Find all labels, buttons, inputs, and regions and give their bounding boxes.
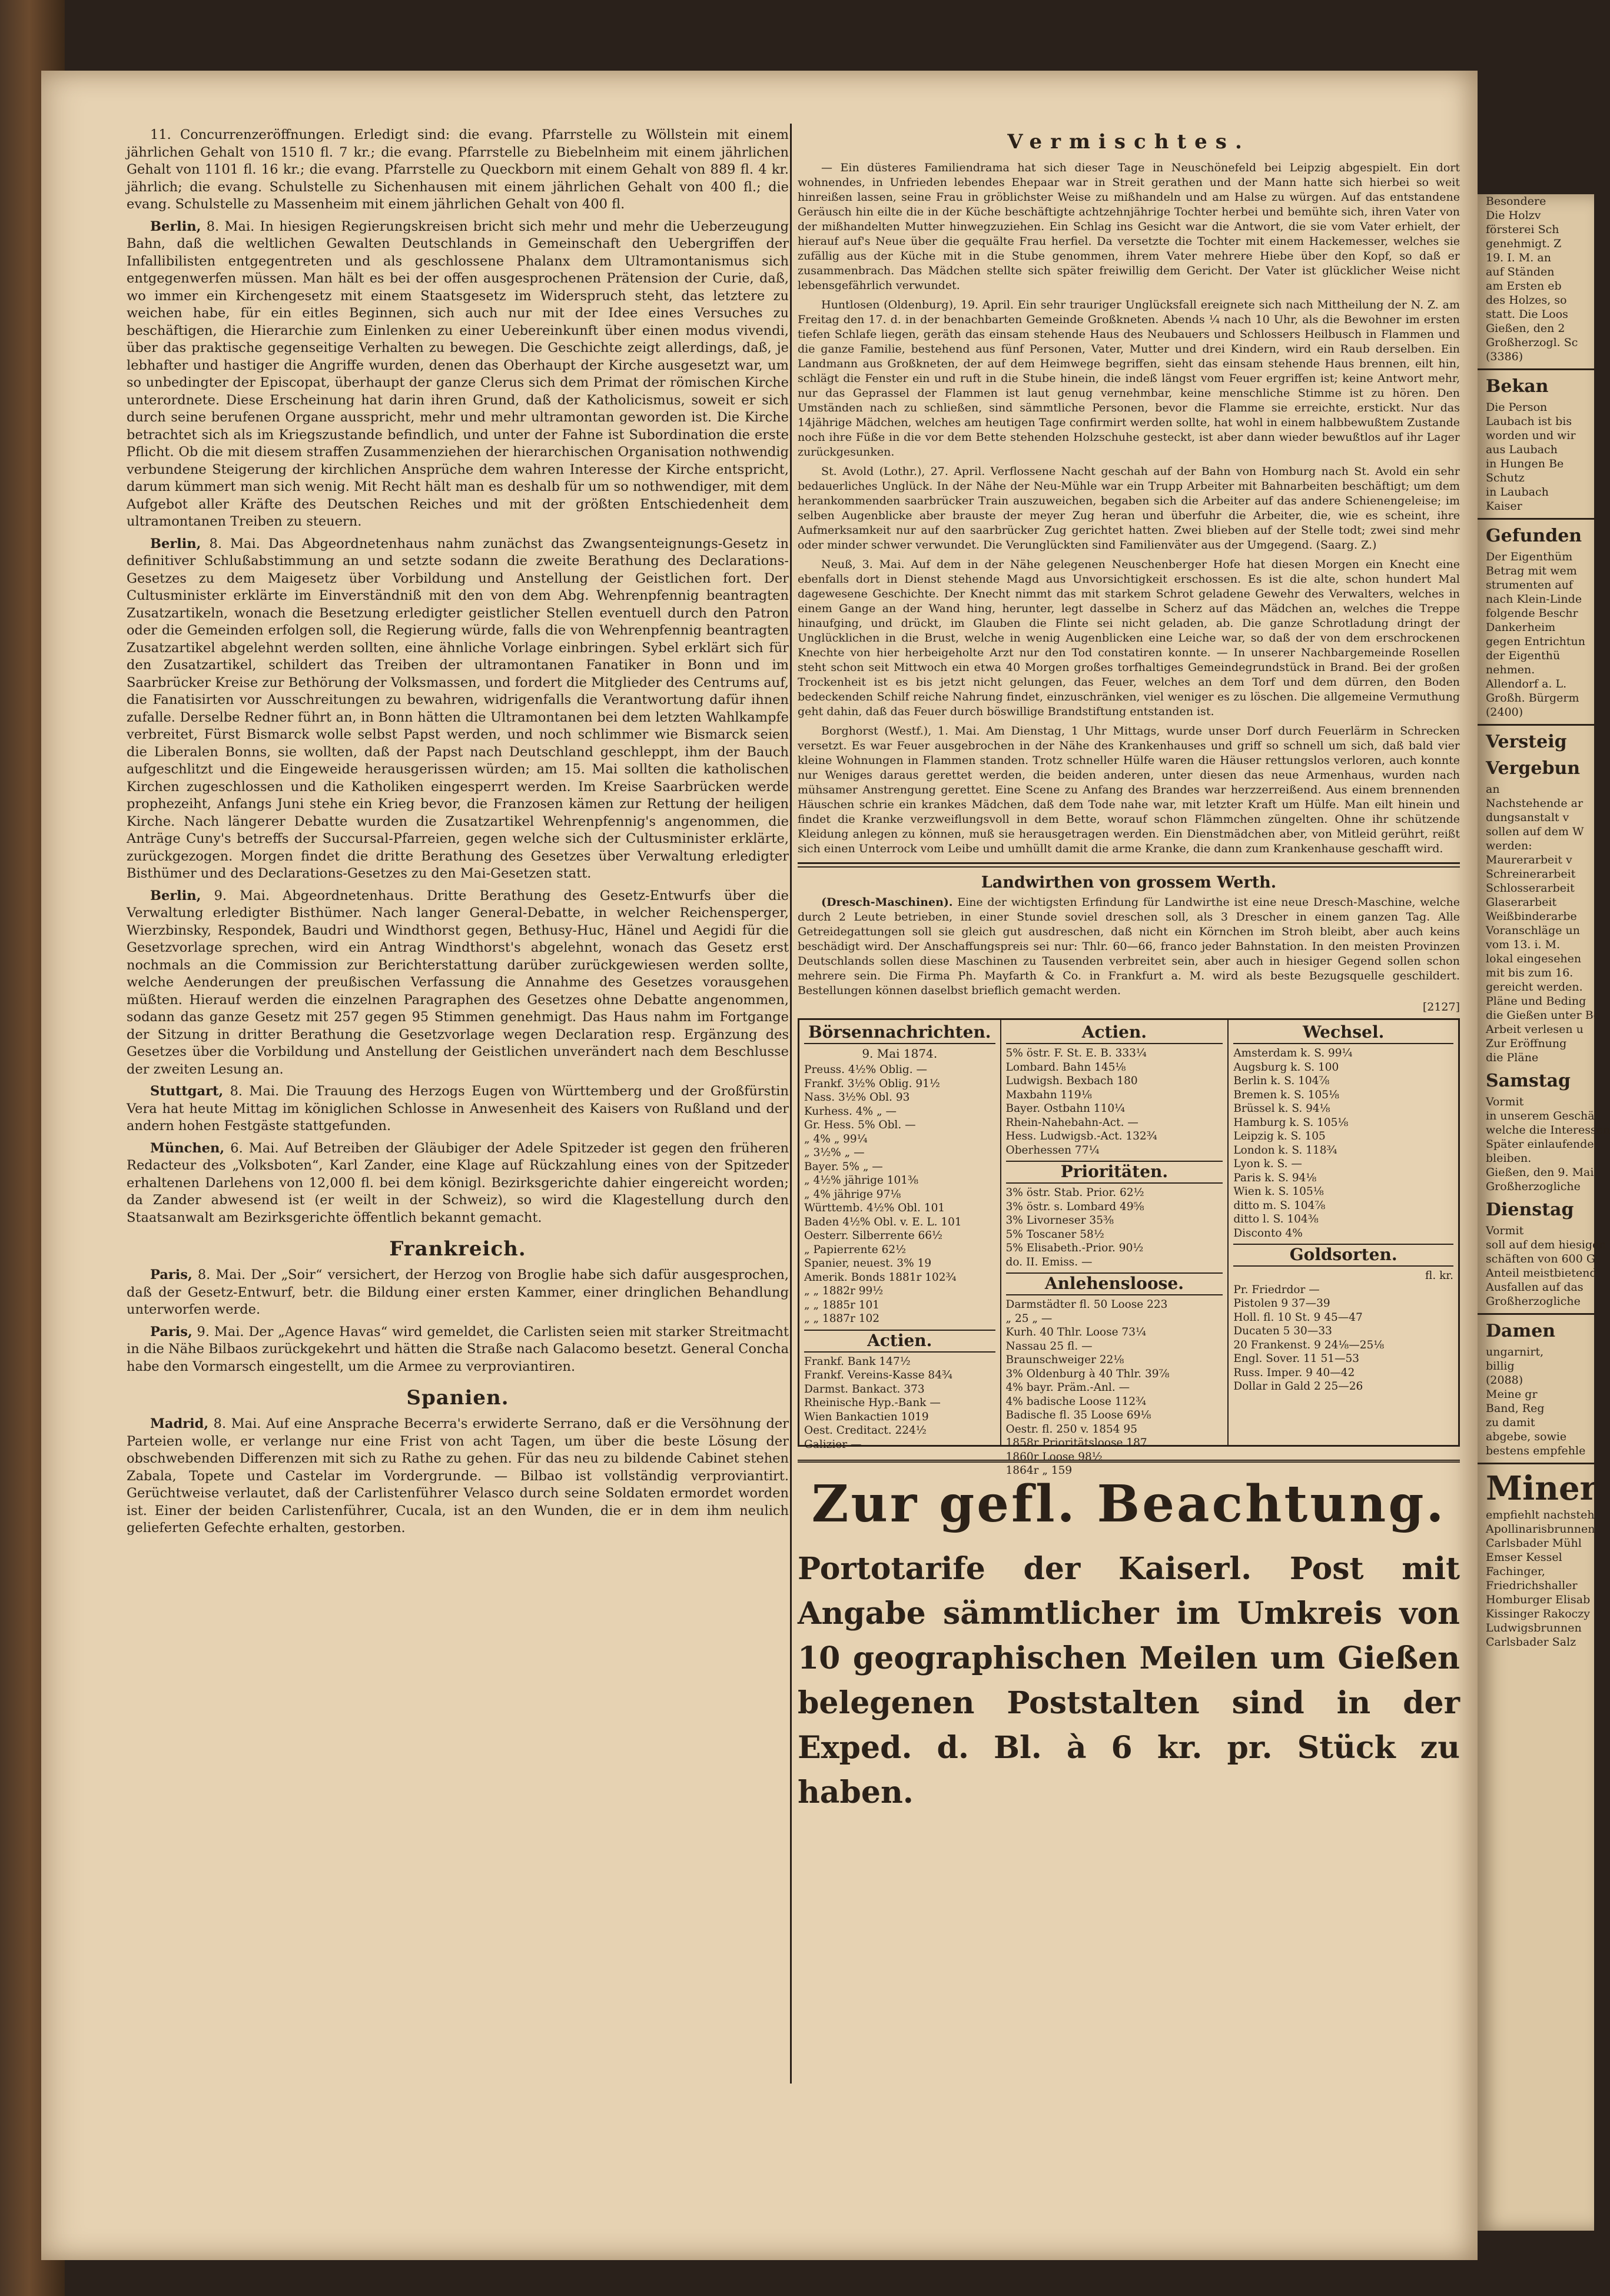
market-row: 1864r „ 159: [1005, 1464, 1073, 1477]
section-heading-frankreich: Frankreich.: [389, 1237, 526, 1261]
market-row: Rhein-Nahebahn-Act. —: [1005, 1116, 1138, 1129]
adjacent-line: Die Person: [1486, 401, 1548, 414]
market-row: Oesterr. Silberrente 66½: [804, 1230, 942, 1242]
adjacent-heading: Dienstag: [1486, 1199, 1574, 1220]
dateline: Madrid,: [150, 1416, 209, 1431]
market-row: Holl. fl. 10 St. 9 45—47: [1233, 1311, 1363, 1324]
market-rows: [1006, 1046, 1223, 1157]
market-row: 1860r Loose 98½: [1005, 1450, 1103, 1463]
adjacent-line: in Laubach: [1486, 486, 1549, 499]
advertisement-body: Eine der wichtigsten Erfindung für Landwirthe ist eine neue Dresch-Maschine, welche durch 2 Leute betrieben, in einer Stunde soviel dreschen soll, als 3 Drescher in einem ganzen Tag. Alle Getreidegattungen soll sie gleich gut ausdreschen, daß nicht ein Körnchen im Stroh bleibt, aber auch keins beschädigt wird. Der Anschaffungspreis sei nur: Thlr. 60—66, franco jeder Bahnstation. In den meisten Provinzen Deutschlands sollen diese Maschinen zu Tausenden verbreitet sein, aber auch in hiesiger Gegend sollen schon mehrere sein. Die Firma Ph. Mayfarth & Co. in Frankfurt a. M. wird als beste Bezugsquelle geschildert. Bestellungen können daselbst brieflich gemacht werden.: [798, 896, 1460, 997]
article-huntlosen: Huntlosen (Oldenburg), 19. April. Ein sehr trauriger Unglücksfall ereignete sich nach Mittheilung der N. Z. am Freitag den 17. d. in der benachbarten Gemeinde Großkneten. Abends ¼ nach 10 Uhr, als die Bewohner im ersten tiefen Schlafe liegen, geräth das einsam stehende Haus des Neubauers und Schlossers Heilbusch in Flammen und die ganze Familie, bestehend aus fünf Personen, Vater, Mutter und drei Kindern, wird ein Raub derselben. Ein Landmann aus Großkneten, der auf dem Heimwege begriffen, sieht das einsam stehende Haus brennen, eilt hin, schlägt die Fenster ein und ruft in die Stube hinein, die indeß längst vom Feuer ergriffen ist; keine Antwort mehr, nur das Geprassel der Flammen ist laut genug vernehmbar, keine menschliche Stimme ist zu hören. Den Umständen nach zu schließen, sind sämmtliche Personen, bevor die Flamme sie erreichte, erstickt. Nur das 14jährige Mädchen, welches am heutigen Tage confirmirt werden sollte, hat wohl in einem halbbewußtem Zustande noch ihre Füße in die vor dem Bette stehenden Holzschuhe gesteckt, ist aber dann wieder bewußtlos auf ihr Lager zurückgesunken.: [798, 298, 1460, 458]
market-rows: [1233, 1283, 1453, 1394]
adjacent-line: Besondere: [1486, 195, 1546, 208]
adjacent-big-heading: Miner: [1486, 1469, 1598, 1508]
adjacent-line: Vormit: [1486, 1095, 1524, 1108]
adjacent-line: genehmigt. Z: [1486, 237, 1562, 250]
adjacent-heading: Vergebun: [1486, 758, 1581, 779]
market-row: „ 4½% jährige 101⅜: [804, 1174, 918, 1187]
market-row: Kurhess. 4% „ —: [804, 1105, 897, 1118]
market-row: 3% Oldenburg à 40 Thlr. 39⅞: [1005, 1367, 1170, 1380]
market-row: 1858r Prioritätsloose 187: [1005, 1437, 1147, 1449]
adjacent-line: (2088): [1486, 1374, 1523, 1387]
adjacent-line: zu damit: [1486, 1416, 1535, 1429]
market-row: do. II. Emiss. —: [1005, 1255, 1093, 1268]
article-muenchen: [127, 1140, 789, 1227]
article-berlin-3: [127, 888, 789, 1079]
adjacent-line: Maurerarbeit v: [1486, 853, 1572, 866]
market-rows: [804, 1063, 995, 1326]
adjacent-line: billig: [1486, 1360, 1515, 1373]
market-row: Lyon k. S. —: [1233, 1158, 1302, 1170]
right-column: [798, 127, 1460, 1815]
market-row: London k. S. 118¾: [1233, 1144, 1337, 1157]
market-row: Bremen k. S. 105⅛: [1233, 1088, 1339, 1101]
article-berlin-1: [127, 218, 789, 531]
market-row: 5% östr. F. St. E. B. 333¼: [1005, 1047, 1147, 1059]
adjacent-heading: Damen: [1486, 1321, 1556, 1341]
advertisement-title: Landwirthen von grossem Werth.: [981, 873, 1277, 892]
market-row: „ „ 1887r 102: [804, 1313, 880, 1325]
notice-box: [798, 1460, 1460, 1815]
market-row: Wien k. S. 105⅛: [1233, 1185, 1324, 1198]
adjacent-page-lines: [1478, 550, 1594, 719]
market-row: Paris k. S. 94⅛: [1233, 1171, 1317, 1184]
article-paris-2: [127, 1324, 789, 1376]
market-row: „ „ 1882r 99½: [804, 1285, 884, 1297]
adjacent-line: Friedrichshaller: [1486, 1579, 1578, 1592]
market-row: 3% östr. s. Lombard 49⅝: [1005, 1200, 1144, 1213]
market-row: Hamburg k. S. 105⅛: [1233, 1116, 1349, 1129]
article-text: 8. Mai. Auf eine Ansprache Becerra's erwiderte Serrano, daß er die Versöhnung der Parteien wolle, er verlange nur eine Frist von acht Tagen, um über die beste Lösung der obschwebenden Differenzen mit sich zu Rathe zu gehen. Für das neu zu bildende Cabinet stehen Zabala, Topete und Castelar im Vordergrunde. — Bilbao ist vollständig verproviantirt. Gerüchtweise verlautet, daß der Carlistenführer Velasco durch seine Soldaten ermordet worden ist. Einer der beiden Carlistenführer, Cucala, ist an den Wunden, die er in dem ihm neulich gelieferten Gefechte erhalten, gestorben.: [127, 1416, 789, 1536]
article-text: 8. Mai. Die Trauung des Herzogs Eugen von Württemberg und der Großfürstin Vera hat heute Mittag im königlichen Schlosse in Anwesenheit des Kaisers von Rußland und der andern hohen Festgäste stattgefunden.: [127, 1084, 789, 1134]
market-row: „ 3½% „ —: [804, 1147, 865, 1159]
article-text: 9. Mai. Der „Agence Havas“ wird gemeldet, die Carlisten seien mit starker Streitmacht in die Nähe Bilbaos zurückgekehrt und hätten die Straße nach Galacomo besetzt. General Concha habe den Vormarsch eingestellt, um die Armee zu verproviantiren.: [127, 1324, 789, 1374]
market-row: „ 25 „ —: [1005, 1312, 1053, 1325]
adjacent-line: aus Laubach: [1486, 443, 1558, 456]
section-heading-spanien: Spanien.: [406, 1386, 509, 1410]
adjacent-line: worden und wir: [1486, 429, 1576, 442]
adjacent-rule: [1478, 1463, 1594, 1464]
advertisement-lead: (Dresch-Maschinen).: [821, 896, 953, 909]
market-row: Pistolen 9 37—39: [1233, 1297, 1330, 1310]
article-borghorst: Borghorst (Westf.), 1. Mai. Am Dienstag, 1 Uhr Mittags, wurde unser Dorf durch Feuerlärm in Schrecken versetzt. Es war Feuer ausgebrochen in der Nähe des Krankenhauses und griff so schnell um sich, daß bald vier kleine Wohnungen in Flammen standen. Trotz schneller Hülfe waren die Häuser rettungslos verloren, auch konnte nur Weniges daraus gerettet werden, die beiden anderen, unter diesen das neue Armenhaus, wurden nach mühsamer Anstrengung gerettet. Eine Scene zu Anfang des Brandes war herzzerreißend. Aus einem brennenden Häuschen schrie ein krankes Mädchen, daß dem Tode nahe war, mit letzter Kraft um Hülfe. Man eilt hinein und findet die Kranke verzweiflungsvoll in dem Bette, worauf schon Flämmchen züngelten. Ohne ihr schützende Kleidung anlegen zu können, muß sie herausgetragen werden. Ein Dienstmädchen aber, von Mitleid gerührt, reißt sich einen Unterrock vom Leibe und umhüllt damit die arme Kranke, die dann zum Krankenhause geschafft wird.: [798, 725, 1460, 855]
adjacent-line: Carlsbader Mühl: [1486, 1537, 1582, 1550]
adjacent-line: Dankerheim: [1486, 621, 1556, 634]
adjacent-line: Vormit: [1486, 1224, 1524, 1237]
adjacent-line: Glaserarbeit: [1486, 896, 1557, 909]
adjacent-line: strumenten auf: [1486, 579, 1573, 592]
article-text: 9. Mai. Abgeordnetenhaus. Dritte Berathung des Gesetz-Entwurfs über die Verwaltung erledigter Bisthümer. Nach langer General-Debatte, in welcher Reichensperger, Wierzbinsky, Respondek, Baudri und Windthorst gegen, Bethusy-Huc, Hänel und Aegidi für die Gesetzvorlage sprechen, wird ein Antrag Windthorst's abgelehnt, wonach das Gesetz erst nochmals an die Commission zur Berichterstattung darüber zurückgewiesen werden sollte, welche Aenderungen der preußischen Verfassung die Annahme des Gesetzes vorausgehen müßten. Hierauf werden die einzelnen Paragraphen des Gesetzes ohne Debatte angenommen, sodann das ganze Gesetz mit 257 gegen 95 Stimmen genehmigt. Das Haus nahm im Fortgange der Sitzung in dritter Berathung die Gesetzvorlage wegen Declaration resp. Ergänzung des Gesetzes über die Vorbildung und Anstellung der Geistlichen unverändert nach dem Beschlusse der zweiten Lesung an.: [127, 888, 789, 1077]
adjacent-line: lokal eingesehen: [1486, 952, 1582, 965]
adjacent-line: försterei Sch: [1486, 223, 1559, 236]
market-row: ditto m. S. 104⅞: [1233, 1199, 1326, 1212]
adjacent-line: vom 13. i. M.: [1486, 938, 1561, 951]
adjacent-line: in Hungen Be: [1486, 457, 1564, 470]
market-subsection: [804, 1330, 995, 1452]
article-leipzig: — Ein düsteres Familiendrama hat sich dieser Tage in Neuschönefeld bei Leipzig abgespielt. Ein dort wohnendes, in Unfrieden lebendes Ehepaar war in Streit gerathen und der Mann hatte sich hierbei so weit hinreißen lassen, seine Frau in gröblichster Weise zu mißhandeln und am Halse zu würgen. Auf das entstandene Geräusch hin eilte die in der Küche beschäftigte achtzehnjährige Tochter herbei und bemühte sich, ihren Vater von der mißhandelten Mutter hinwegzuziehen. Ein Schlag ins Gesicht war die Antwort, die sie vom Vater erhielt, der hierauf auf's Neue über die gequälte Frau herfiel. Da versetzte die Tochter mit einem Hackemesser, welches sie zufällig aus der Küche mit in die Stube genommen, ihrem Vater mehrere Hiebe über den Kopf, so daß er zusammenbrach. Das Mädchen stellte sich später freiwillig dem Gericht. Der Vater ist glücklicher Weise nicht lebensgefährlich verwundet.: [798, 161, 1460, 292]
adjacent-heading: Versteig: [1486, 732, 1567, 752]
market-row: Frankf. Vereins-Kasse 84¾: [804, 1369, 952, 1381]
market-row: 5% Elisabeth.-Prior. 90½: [1005, 1242, 1144, 1254]
market-row: Leipzig k. S. 105: [1233, 1130, 1326, 1142]
vermischtes-body: [798, 161, 1460, 856]
market-row: Ludwigsh. Bexbach 180: [1005, 1075, 1138, 1087]
adjacent-rule: [1478, 1313, 1594, 1315]
market-row: Oestr. fl. 250 v. 1854 95: [1005, 1423, 1137, 1436]
adjacent-line: bestens empfehle: [1486, 1444, 1586, 1457]
market-row: 3% Livorneser 35⅜: [1005, 1214, 1114, 1227]
market-row: Pr. Friedrdor —: [1233, 1283, 1320, 1296]
adjacent-line: des Holzes, so: [1486, 294, 1567, 307]
market-column-actien: [1001, 1020, 1229, 1477]
adjacent-line: Zur Eröffnung: [1486, 1037, 1567, 1050]
market-row: 3% östr. Stab. Prior. 62½: [1005, 1187, 1144, 1199]
market-row: Brüssel k. S. 94⅛: [1233, 1102, 1330, 1115]
adjacent-line: Laubach ist bis: [1486, 415, 1572, 428]
market-row: Rheinische Hyp.-Bank —: [804, 1397, 941, 1409]
market-row: Badische fl. 35 Loose 69⅛: [1005, 1409, 1151, 1421]
adjacent-line: Der Eigenthüm: [1486, 550, 1573, 563]
adjacent-rule: [1478, 724, 1594, 726]
adjacent-line: gegen Entrichtun: [1486, 635, 1585, 648]
market-column-wechsel: [1229, 1020, 1458, 1445]
adjacent-page-lines: [1478, 782, 1600, 1065]
market-row: Disconto 4%: [1233, 1227, 1303, 1240]
market-units: fl. kr.: [1425, 1270, 1454, 1282]
market-heading: Börsennachrichten.: [804, 1022, 995, 1044]
market-subsection: [1006, 1272, 1223, 1478]
market-subheading: Actien.: [804, 1331, 995, 1353]
dateline: Paris,: [150, 1324, 192, 1340]
market-row: Baden 4½% Obl. v. E. L. 101: [804, 1215, 962, 1228]
market-row: 4% badische Loose 112¾: [1005, 1395, 1147, 1408]
adjacent-page-lines: [1478, 1224, 1606, 1308]
adjacent-line: Meine gr: [1486, 1388, 1538, 1401]
market-row: ditto l. S. 104⅜: [1233, 1213, 1319, 1225]
adjacent-line: bleiben.: [1486, 1152, 1532, 1165]
adjacent-line: Später einlaufende: [1486, 1138, 1594, 1151]
adjacent-line: 19. I. M. an: [1486, 251, 1551, 264]
article-text: 8. Mai. Der „Soir“ versichert, der Herzog von Broglie habe sich dafür ausgesprochen, daß der Gesetz-Entwurf, betr. die Bildung einer ersten Kammer, einer dringlichen Behandlung unterworfen werde.: [127, 1267, 789, 1317]
adjacent-line: welche die Interessen: [1486, 1124, 1610, 1137]
adjacent-heading: Bekan: [1486, 376, 1549, 397]
adjacent-line: Arbeit verlesen u: [1486, 1023, 1584, 1036]
article-text: 8. Mai. In hiesigen Regierungskreisen bricht sich mehr und mehr die Ueberzeugung Bahn, daß die weltlichen Gewalten Deutschlands in Gemeinschaft den Uebergriffen der Infallibilisten entgegentreten und als geschlossene Phalanx dem Ultramontanismus sich entgegenwerfen müssen. Man hält es bei der offen ausgesprochenen Prätension der Curie, daß, wo immer ein Kirchengesetz mit einem Staatsgesetz im Widerspruch steht, das letztere zu weichen habe, für ein eitles Beginnen, sich auch nur mit der Idee eines Versuches zu beschäftigen, die Hierarchie zum Einlenken zu einer Uebereinkunft über einen modus vivendi, über das praktische gegenseitige Verhalten zu bewegen. Die Geschichte zeigt allerdings, daß, je lebhafter und hastiger die Angriffe wurden, denen das Oberhaupt der Kirche ausgesetzt war, um so unbedingter der Episcopat, überhaupt der ganze Clerus sich dem Primat der römischen Kirche unterordnete. Diese Erscheinung hat darin ihren Grund, daß der Katholicismus, soweit er sich durch seine berufenen Organe ausspricht, mehr und mehr ultramontan geworden ist. Die Kirche betrachtet sich als im Kriegszustande befindlich, und unter der Fahne ist Subordination die erste Pflicht. Ob die mit diesem straffen Zusammenziehen der hierarchischen Organisation nothwendig verbundene Steigerung der kirchlichen Ansprüche dem wahren Interesse der Kirche entspricht, darum kümmert man sich wenig. Mit Recht hält man es deshalb für um so nothwendiger, mit dem Aufgebot aller Kräfte des Deutschen Reiches und mit der größten Entschiedenheit dem ultramontanen Treiben zu steuern.: [127, 218, 789, 529]
adjacent-line: Kissinger Rakoczy: [1486, 1607, 1591, 1620]
adjacent-line: Kaiser: [1486, 500, 1522, 513]
market-heading: Actien.: [1006, 1022, 1223, 1044]
market-row: Preuss. 4½% Oblig. —: [804, 1064, 928, 1076]
adjacent-line: Betrag mit wem: [1486, 564, 1577, 577]
adjacent-line: nehmen.: [1486, 663, 1535, 676]
adjacent-line: Anteil meistbietend: [1486, 1267, 1597, 1280]
dateline: Berlin,: [150, 888, 201, 903]
market-row: 5% Toscaner 58½: [1005, 1228, 1104, 1241]
market-row: Hess. Ludwigsb.-Act. 132¾: [1005, 1130, 1157, 1142]
notice-title: Zur gefl. Beachtung.: [811, 1474, 1446, 1534]
dateline: Berlin,: [150, 218, 201, 234]
adjacent-line: Emser Kessel: [1486, 1551, 1562, 1564]
adjacent-line: schäften von 600 G: [1486, 1252, 1596, 1265]
market-heading: Wechsel.: [1233, 1022, 1453, 1044]
adjacent-line: Allendorf a. L.: [1486, 677, 1567, 690]
market-row: Engl. Sover. 11 51—53: [1233, 1353, 1360, 1365]
article-berlin-2: [127, 536, 789, 883]
adjacent-line: nach Klein-Linde: [1486, 593, 1582, 606]
market-row: Frankf. Bank 147½: [804, 1355, 911, 1368]
adjacent-line: auf Ständen: [1486, 265, 1555, 278]
adjacent-line: der Eigenthü: [1486, 649, 1561, 662]
adjacent-page-lines: [1478, 1508, 1594, 1649]
adjacent-line: Ausfallen auf das: [1486, 1281, 1584, 1294]
adjacent-page-lines: [1478, 194, 1594, 364]
adjacent-line: die Pläne: [1486, 1051, 1539, 1064]
market-report-table: [798, 1018, 1460, 1477]
adjacent-page-lines: [1478, 400, 1594, 513]
adjacent-line: folgende Beschr: [1486, 607, 1578, 620]
adjacent-page-edge: [1478, 194, 1610, 2231]
adjacent-line: Schreinerarbeit: [1486, 868, 1576, 880]
market-row: Kurh. 40 Thlr. Loose 73¼: [1005, 1326, 1146, 1338]
article-paris-1: [127, 1267, 789, 1319]
adjacent-line: Apollinarisbrunnen: [1486, 1523, 1595, 1536]
market-subheading: Goldsorten.: [1233, 1245, 1453, 1267]
market-row: Oberhessen 77¼: [1005, 1144, 1100, 1157]
market-row: Wien Bankactien 1019: [804, 1410, 929, 1423]
column-divider: [790, 124, 792, 2084]
market-row: Spanier, neuest. 3% 19: [804, 1257, 932, 1270]
adjacent-line: sollen auf dem W: [1486, 825, 1584, 838]
adjacent-line: Fachinger,: [1486, 1565, 1545, 1578]
adjacent-line: werden:: [1486, 839, 1532, 852]
adjacent-line: Großherzogliche: [1486, 1295, 1581, 1308]
article-text: 6. Mai. Auf Betreiben der Gläubiger der Adele Spitzeder ist gegen den früheren Redacteur des „Volksboten“, Karl Zander, eine Klage auf Rückzahlung eines von der Spitzeder erhaltenen Darlehens von 12,000 fl. bei dem königl. Bezirksgerichte dahier eingereicht worden; da Zander abwesend ist (er weilt in der Schweiz), so wird die Klagestellung durch den Staatsanwalt am Bezirksgerichte öffentlich bekannt gemacht.: [127, 1140, 789, 1225]
article-st-avold: St. Avold (Lothr.), 27. April. Verflossene Nacht geschah auf der Bahn von Homburg nach St. Avold ein sehr bedauerliches Unglück. In der Nähe der Neu-Mühle war ein Trupp Arbeiter mit Bahnarbeiten beschäftigt; um dem herankommenden saarbrücker Train auszuweichen, begaben sich die Arbeiter auf das andere Schienengeleise; im selben Augenblicke aber brauste der meyer Zug heran und überfuhr die Arbeiter, die, wie es scheint, ihre Aufmerksamkeit nur auf den saarbrücker Zug gerichtet hatten. Zwei blieben auf der Stelle todt; zwei sind mehr oder minder schwer verwundet. Die Verunglückten sind Familienväter aus der Umgegend. (Saarg. Z.): [798, 465, 1460, 551]
market-row: „ 4% jährige 97⅛: [804, 1188, 901, 1201]
adjacent-line: Gießen, den 9. Mai: [1486, 1166, 1594, 1179]
market-row: Nassau 25 fl. —: [1005, 1340, 1093, 1353]
market-row: Amerik. Bonds 1881r 102¾: [804, 1271, 957, 1284]
market-rows: [804, 1355, 995, 1452]
dateline: München,: [150, 1140, 225, 1156]
adjacent-line: Homburger Elisab: [1486, 1593, 1591, 1606]
adjacent-line: soll auf dem hiesigen: [1486, 1238, 1606, 1251]
market-row: Berlin k. S. 104⅞: [1233, 1075, 1330, 1087]
adjacent-page-lines: [1478, 1387, 1594, 1458]
adjacent-page-lines: [1478, 1095, 1610, 1194]
market-rows: [1006, 1298, 1223, 1478]
adjacent-heading: Samstag: [1486, 1071, 1571, 1091]
adjacent-line: (3386): [1486, 350, 1523, 363]
market-row: Galizier —: [804, 1438, 862, 1451]
adjacent-line: die Gießen unter Be: [1486, 1009, 1600, 1022]
dateline: Berlin,: [150, 536, 201, 551]
adjacent-line: dungsanstalt v: [1486, 811, 1569, 824]
adjacent-line: Gießen, den 2: [1486, 322, 1565, 335]
market-row: „ Papierrente 62½: [804, 1243, 907, 1256]
notice-body: Portotarife der Kaiserl. Post mit Angabe sämmtlicher im Umkreis von 10 geographischen Meilen um Gießen belegenen Poststalten sind in der Exped. d. Bl. à 6 kr. pr. Stück zu haben.: [798, 1551, 1460, 1810]
market-rows: [1233, 1046, 1453, 1240]
separator: [798, 862, 1460, 868]
market-subsection: [1233, 1244, 1453, 1394]
market-row: Augsburg k. S. 100: [1233, 1061, 1339, 1074]
market-row: Braunschweiger 22⅛: [1005, 1354, 1124, 1366]
adjacent-line: empfiehlt nachsteh: [1486, 1508, 1595, 1521]
market-row: Russ. Imper. 9 40—42: [1233, 1366, 1355, 1379]
adjacent-line: mit bis zum 16.: [1486, 966, 1574, 979]
adjacent-line: ungarnirt,: [1486, 1345, 1544, 1358]
advertisement-reference: [2127]: [1422, 1001, 1460, 1014]
adjacent-heading: Gefunden: [1486, 526, 1582, 546]
market-row: Nass. 3½% Obl. 93: [804, 1091, 910, 1104]
dateline: Paris,: [150, 1267, 192, 1282]
adjacent-line: abgebe, sowie: [1486, 1430, 1567, 1443]
adjacent-page-lines: [1478, 1345, 1594, 1387]
advertisement-text: [798, 895, 1460, 998]
market-subheading: Anlehensloose.: [1006, 1274, 1223, 1295]
left-column: [127, 127, 789, 1542]
adjacent-line: Nachstehende ar: [1486, 797, 1584, 810]
section-heading-vermischtes: Vermischtes.: [1007, 130, 1250, 154]
dateline: Stuttgart,: [150, 1084, 224, 1099]
market-row: Bayer. Ostbahn 110¼: [1005, 1102, 1126, 1115]
market-row: Amsterdam k. S. 99¼: [1233, 1047, 1353, 1059]
adjacent-line: (2400): [1486, 706, 1523, 719]
market-row: Maxbahn 119⅛: [1005, 1088, 1092, 1101]
adjacent-line: Voranschläge un: [1486, 924, 1581, 937]
market-subheading: Prioritäten.: [1006, 1162, 1223, 1184]
market-row: 4% bayr. Präm.-Anl. —: [1005, 1381, 1130, 1394]
adjacent-line: am Ersten eb: [1486, 280, 1562, 293]
market-row: Bayer. 5% „ —: [804, 1160, 883, 1173]
market-row: Darmst. Bankact. 373: [804, 1383, 925, 1395]
article-stuttgart: [127, 1083, 789, 1135]
adjacent-line: Großherzogl. Sc: [1486, 336, 1578, 349]
adjacent-line: Weißbinderarbe: [1486, 910, 1577, 923]
market-row: Dollar in Gald 2 25—26: [1233, 1380, 1363, 1393]
adjacent-line: Carlsbader Salz: [1486, 1636, 1576, 1649]
advertisement-dreschmaschinen: [798, 895, 1460, 998]
adjacent-line: an: [1486, 783, 1500, 796]
adjacent-line: statt. Die Loos: [1486, 308, 1568, 321]
adjacent-line: Pläne und Beding: [1486, 995, 1586, 1008]
paragraph-concurrenz: 11. Concurrenzeröffnungen. Erledigt sind: die evang. Pfarrstelle zu Wöllstein mit einem jährlichen Gehalt von 1510 fl. 7 kr.; die evang. Pfarrstelle zu Biebelnheim mit einem jährlichen Gehalt von 1101 fl. 16 kr.; die evang. Pfarrstelle zu Queckborn mit einem Gehalt von 889 fl. 4 kr. jährlich; die evang. Schulstelle zu Sichenhausen mit einem jährlichen Gehalt von 400 fl.; die evang. Schulstelle zu Massenheim mit einem jährlichen Gehalt von 400 fl.: [127, 127, 789, 212]
market-row: Ducaten 5 30—33: [1233, 1325, 1332, 1337]
market-row: Lombard. Bahn 145⅛: [1005, 1061, 1126, 1074]
article-neuss: Neuß, 3. Mai. Auf dem in der Nähe gelegenen Neuschenberger Hofe hat diesen Morgen ein Knecht eine ebenfalls dort in Dienst stehende Magd aus Unvorsichtigkeit erschossen. Es ist die alte, schon hundert Mal dagewesene Geschichte. Der Knecht nimmt das mit starkem Schrot geladene Gewehr des Verwalters, welches in einem Gange an der Wand hing, herunter, legt dasselbe in Scherz auf das Mädchen an, welches die Treppe hinaufging, und drückt, im Glauben die Flinte sei nicht geladen, ab. Die ganze Schrotladung dringt der Unglücklichen in die Brust, welche in wenig Augenblicken eine Leiche war, so daß der von dem erschrockenen Knechte von hier herbeigeholte Arzt nur den Tod constatiren konnte. — In unserer Nachbargemeinde Rosellen steht schon seit Mittwoch ein etwa 40 Morgen großes torfhaltiges Gemeindegrundstück in Brand. Bei der großen Trockenheit ist es bis jetzt nicht gelungen, das Feuer, welches an dem Torf und dem dürren, den Boden bedeckenden Schilf reiche Nahrung findet, einzuschränken, viel weniger es zu löschen. Die allgemeine Vermuthung geht dahin, daß das Feuer durch böswillige Brandstiftung entstanden ist.: [798, 558, 1460, 718]
article-madrid: [127, 1416, 789, 1537]
market-date: 9. Mai 1874.: [862, 1046, 938, 1061]
adjacent-line: Schutz: [1486, 471, 1525, 484]
adjacent-line: Band, Reg: [1486, 1402, 1545, 1415]
market-row: Württemb. 4½% Obl. 101: [804, 1202, 945, 1214]
market-row: Gr. Hess. 5% Obl. —: [804, 1119, 916, 1131]
adjacent-line: Ludwigsbrunnen: [1486, 1622, 1582, 1634]
article-text: 8. Mai. Das Abgeordnetenhaus nahm zunächst das Zwangsenteignungs-Gesetz in definitiver Schlußabstimmung an und setzte sodann die zweite Berathung des Declarations-Gesetzes zu dem Maigesetz über Vorbildung und Anstellung der Geistlichen fort. Der Cultusminister erklärte im Einverständniß mit den von dem Abg. Wehrenpfennig beantragten Zusatzartikeln, wonach die Besetzung erledigter geistlicher Stellen eventuell durch den Patron oder die Gemeinden erfolgen soll, die Regierung würde, falls die von Wehrenpfennig beantragten Zusatzartikel abgelehnt werden sollten, eine ähnliche Vorlage einbringen. Sybel erklärt sich für den Zusatzartikel, schildert das Treiben der ultramontanen Fanatiker in Bonn und im Saarbrücker Kreise zur Bethörung der Volksmassen, und fordert die Mitglieder des Centrums auf, die Fanatisirten vor Ausschreitungen zu bewahren, widrigenfalls die Verantwortung dafür ihnen zufalle. Derselbe Redner führt an, in Bonn hätten die Ultramontanen bei dem letzten Wahlkampfe verbreitet, Fürst Bismarck wolle selbst Papst werden, und noch schlimmer wie Bismarck seien die Liberalen Bonns, sie wollten, daß der Papst nach Deutschland geschleppt, ihm der Bauch aufgeschlitzt und die Eingeweide herausgerissen würden; am 15. Mai sollten die katholischen Kirchen zugeschlossen und die Katholiken eingesperrt werden. Im Kreise Saarbrücken werde prophezeiht, Anfangs Juni stehe ein Krieg bevor, die Franzosen kämen zur Rettung der heiligen Kirche. Nach längerer Debatte wurden die Zusatzartikel Wehrenpfennig's angenommen, die Anträge Cuny's betreffs der Succursal-Pfarreien, gegen welche sich der Cultusminister erklärte, zurückgezogen. Morgen findet die dritte Berathung des Gesetzes über Verwaltung erledigter Bisthümer und des Declarations-Gesetzes zu den Mai-Gesetzen statt.: [127, 536, 789, 881]
market-subsection: [1006, 1161, 1223, 1269]
adjacent-line: gereicht werden.: [1486, 981, 1583, 994]
market-row: 20 Frankenst. 9 24⅛—25⅛: [1233, 1338, 1385, 1351]
adjacent-line: in unserem Geschä: [1486, 1109, 1595, 1122]
adjacent-line: Schlosserarbeit: [1486, 882, 1575, 895]
adjacent-rule: [1478, 518, 1594, 520]
adjacent-rule: [1478, 368, 1594, 370]
market-row: „ 4% „ 99¼: [804, 1132, 868, 1145]
market-rows: [1006, 1186, 1223, 1269]
adjacent-line: Die Holzv: [1486, 209, 1541, 222]
market-row: Frankf. 3½% Oblig. 91½: [804, 1077, 940, 1090]
market-row: „ „ 1885r 101: [804, 1298, 880, 1311]
market-column-boerse: [799, 1020, 1001, 1451]
adjacent-line: Großh. Bürgerm: [1486, 692, 1579, 705]
market-row: Oest. Creditact. 224½: [804, 1424, 927, 1437]
adjacent-line: Großherzogliche: [1486, 1180, 1581, 1193]
market-row: Darmstädter fl. 50 Loose 223: [1005, 1298, 1168, 1311]
